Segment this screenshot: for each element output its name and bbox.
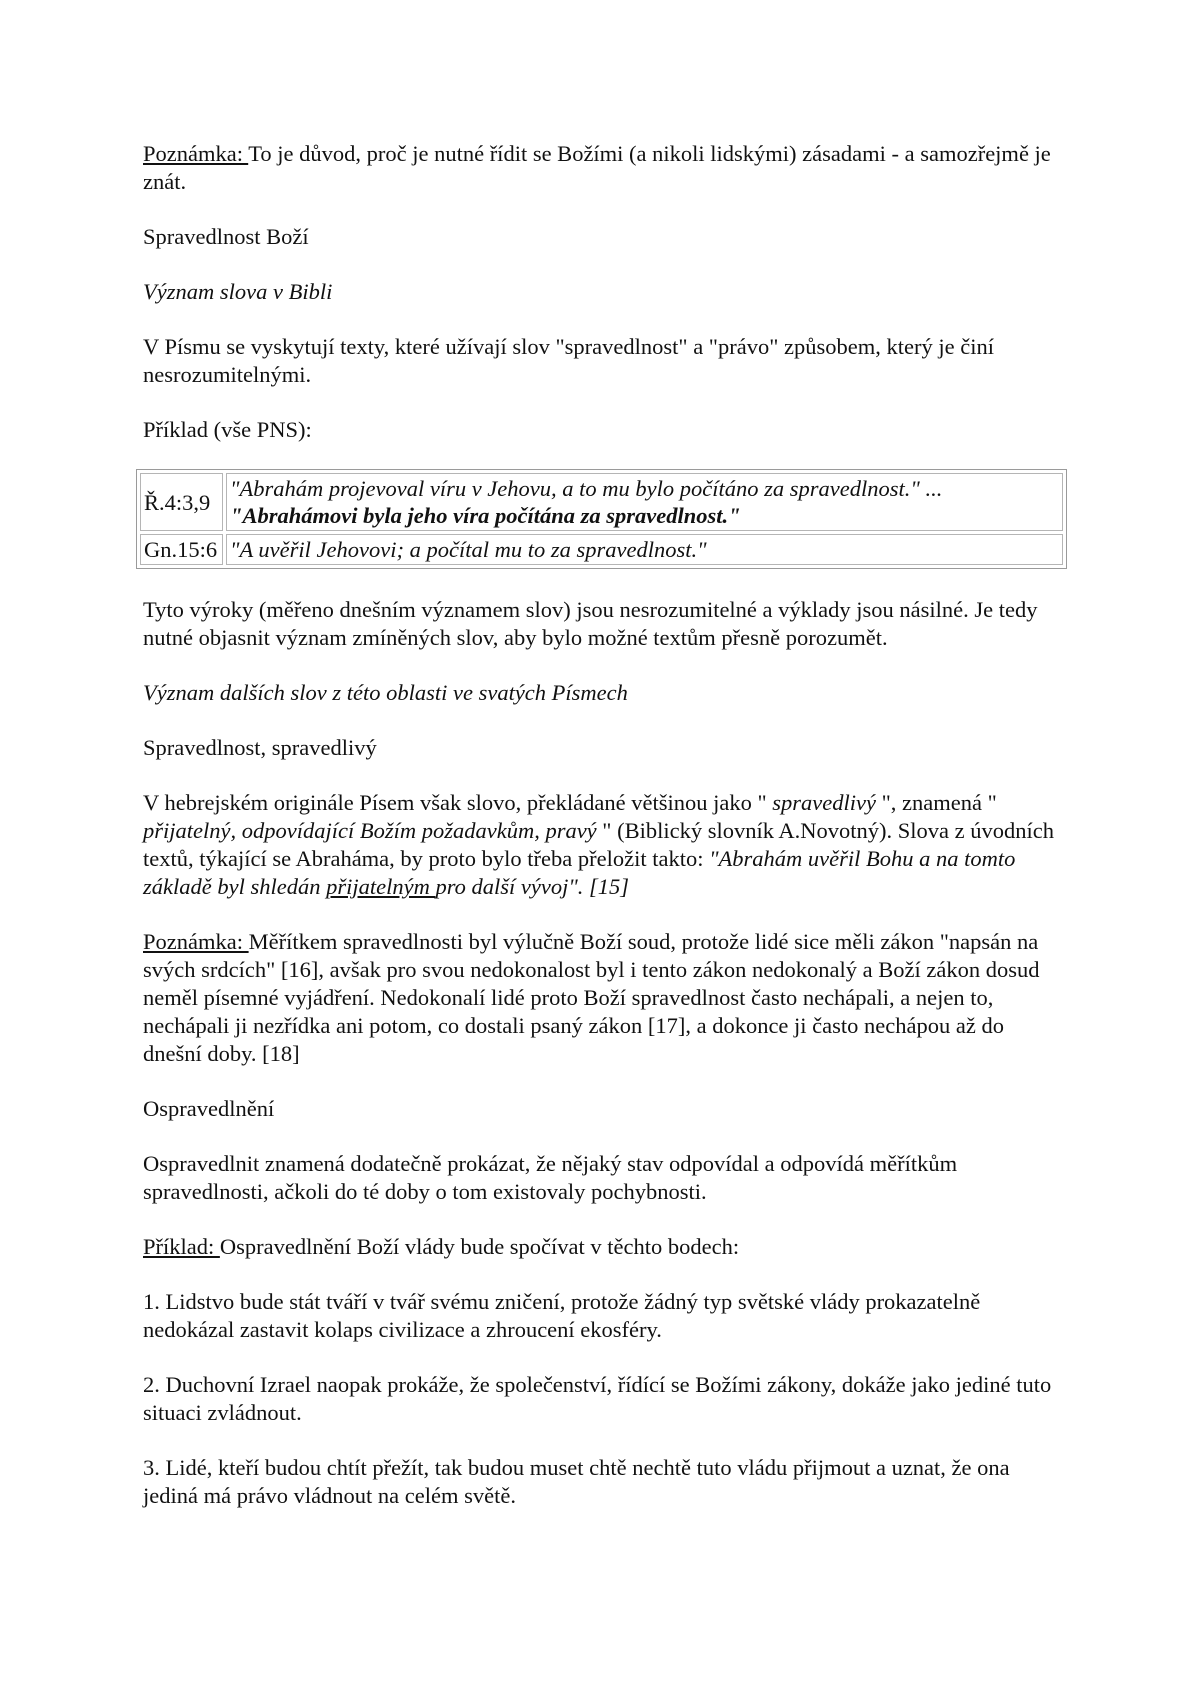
body-paragraph: Ospravedlnit znamená dodatečně prokázat, že nějaký stav odpovídal a odpovídá měřítkům spravedlnosti, ačkoli do té doby o tom existovaly pochybnosti. [143, 1151, 958, 1204]
note-text: To je důvod, proč je nutné řídit se Božími (a nikoli lidskými) zásadami - a samozřejmě je znát. [143, 141, 1051, 194]
table-row [140, 473, 1063, 531]
document-page [143, 140, 1063, 1537]
scripture-quote: "A uvěřil Jehovovi; a počítal mu to za spravedlnost." [226, 534, 1063, 565]
scripture-reference: Ř.4:3,9 [140, 473, 223, 531]
list-item: 2. Duchovní Izrael naopak prokáže, že společenství, řídící se Božími zákony, dokáže jako jediné tuto situaci zvládnout. [143, 1372, 1052, 1425]
example-text: Ospravedlnění Boží vlády bude spočívat v těchto bodech: [219, 1234, 740, 1259]
text-run: " (Biblický slovník A.Novotný). Slova z úvodních textů, týkající se Abraháma, by proto bylo třeba přeložit takto: [143, 818, 1054, 871]
text-run: V hebrejském originále Písem však slovo, překládané většinou jako " [143, 790, 773, 815]
underlined-term: přijatelným [326, 874, 436, 899]
body-paragraph [143, 789, 1063, 901]
section-subheading: Význam dalších slov z této oblasti ve svatých Písmech [143, 680, 628, 705]
note-paragraph-2 [143, 928, 1063, 1068]
note-label: Poznámka: [143, 141, 249, 166]
note-text: Měřítkem spravedlnosti byl výlučně Boží soud, protože lidé sice měli zákon "napsán na svých srdcích" [16], avšak pro svou nedokonalost byl i tento zákon nedokonalý a Boží zákon dosud neměl písemné vyjádření. Nedokonalí lidé proto Boží spravedlnost často nechápali, a nejen to, nechápali ji nezřídka ani potom, co dostali psaný zákon [17], a dokonce ji často nechápou až do dnešní doby. [18] [143, 929, 1040, 1066]
quote-text-bold: "Abrahámovi byla jeho víra počítána za spravedlnost." [230, 503, 741, 528]
list-item: 1. Lidstvo bude stát tváří v tvář svému zničení, protože žádný typ světské vlády prokazatelně nedokázal zastavit kolaps civilizace a zhroucení ekosféry. [143, 1289, 981, 1342]
section-subheading: Význam slova v Bibli [143, 279, 333, 304]
section-heading: Spravedlnost, spravedlivý [143, 735, 377, 760]
body-paragraph: Tyto výroky (měřeno dnešním významem slov) jsou nesrozumitelné a výklady jsou násilné. Je tedy nutné objasnit význam zmíněných slov, aby bylo možné textům přesně porozumět. [143, 597, 1038, 650]
italic-quote: "Abrahám uvěřil Bohu a na tomto základě byl shledán [143, 846, 1016, 899]
italic-term: spravedlivý [772, 790, 876, 815]
section-heading: Spravedlnost Boží [143, 224, 309, 249]
list-item: 3. Lidé, kteří budou chtít přežít, tak budou muset chtě nechtě tuto vládu přijmout a uznat, že ona jediná má právo vládnout na celém světě. [143, 1455, 1010, 1508]
scripture-quote [226, 473, 1063, 531]
example-intro: Příklad (vše PNS): [143, 417, 312, 442]
scripture-reference: Gn.15:6 [140, 534, 223, 565]
table-row [140, 534, 1063, 565]
section-heading: Ospravedlnění [143, 1096, 275, 1121]
italic-quote: pro další vývoj". [15] [435, 874, 630, 899]
note-label: Poznámka: [143, 929, 249, 954]
note-paragraph-1 [143, 140, 1063, 196]
italic-term: přijatelný, odpovídající Božím požadavkům, pravý [143, 818, 597, 843]
example-label: Příklad: [143, 1234, 220, 1259]
example-paragraph [143, 1233, 1063, 1261]
body-paragraph: V Písmu se vyskytují texty, které užívají slov "spravedlnost" a "právo" způsobem, který je činí nesrozumitelnými. [143, 334, 994, 387]
scripture-table [136, 469, 1067, 569]
quote-text: "Abrahám projevoval víru v Jehovu, a to mu bylo počítáno za spravedlnost." ... [230, 476, 943, 501]
text-run: ", znamená " [875, 790, 997, 815]
